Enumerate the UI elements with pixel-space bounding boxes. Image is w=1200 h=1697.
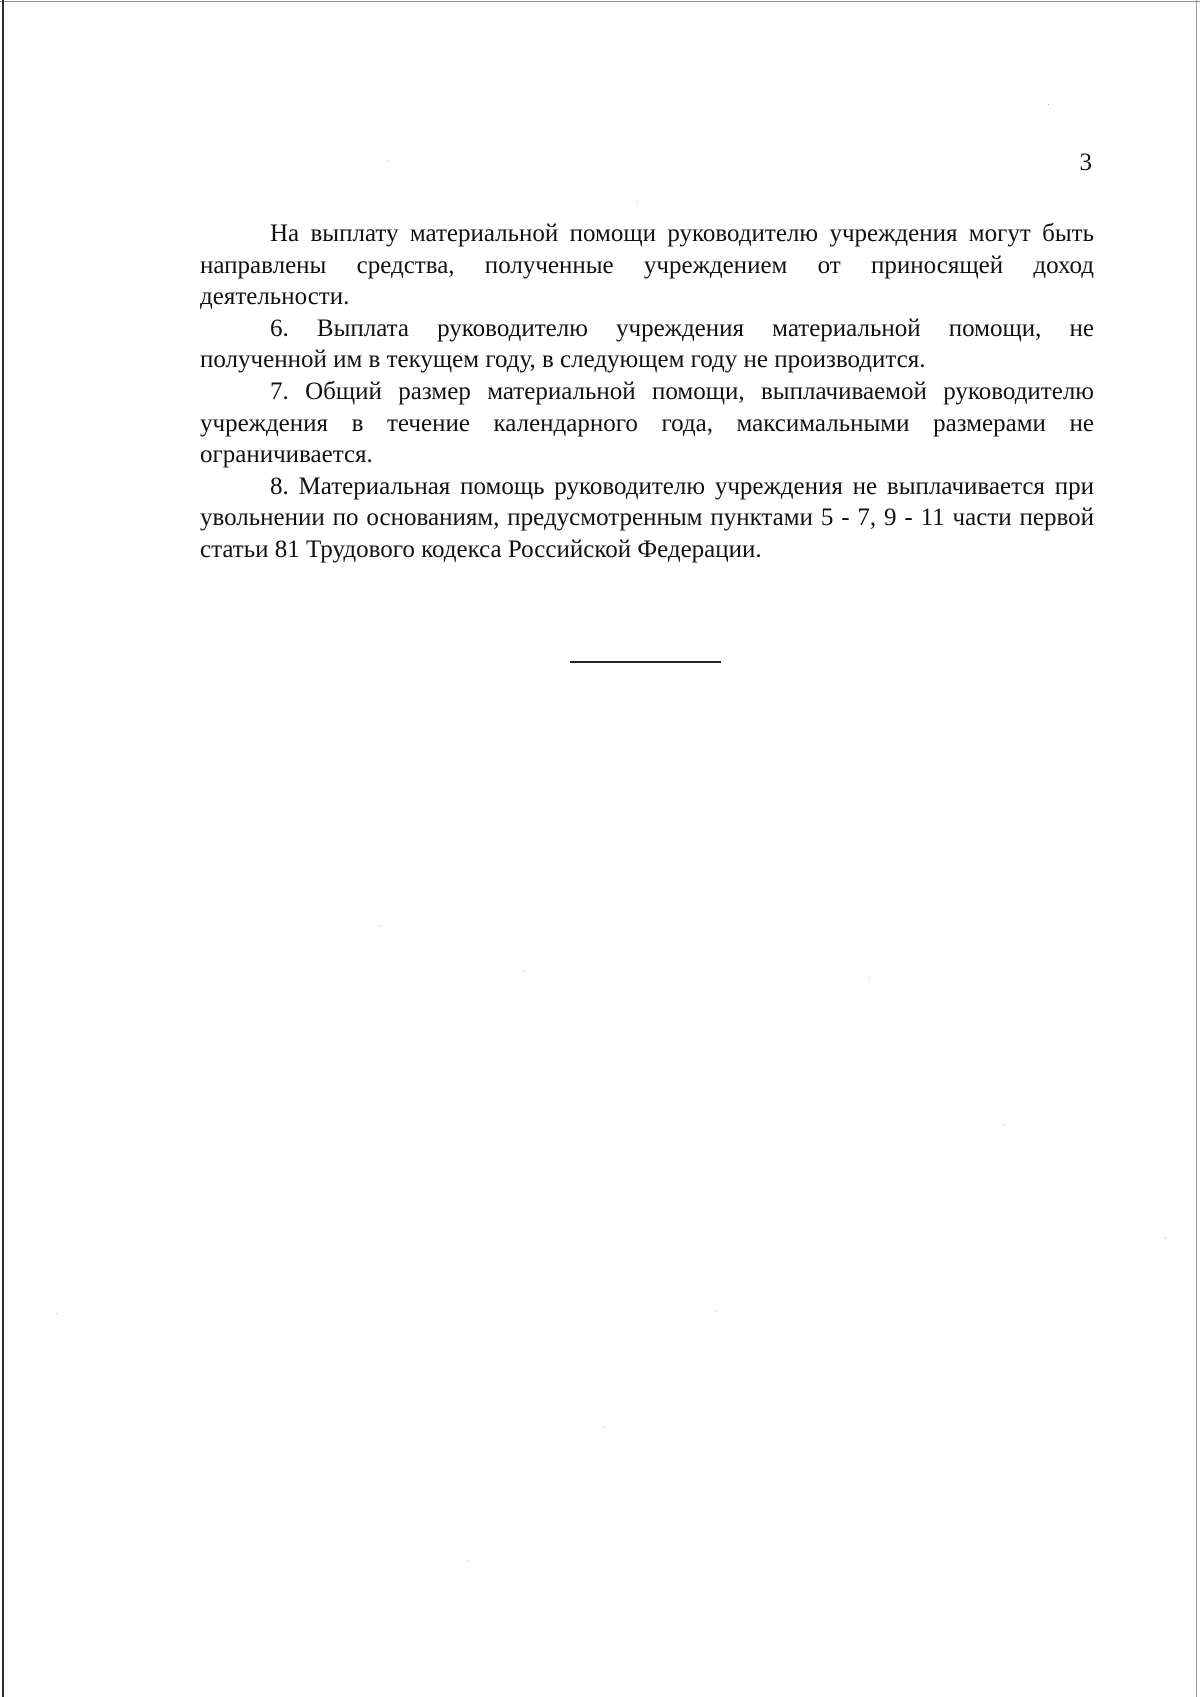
scan-speck <box>380 925 381 926</box>
scan-speck <box>467 1560 468 1561</box>
scan-speck <box>716 1311 717 1312</box>
document-body <box>200 218 1094 566</box>
scan-speck <box>1165 1237 1166 1238</box>
end-of-document-rule <box>570 661 721 663</box>
scan-edge-top <box>0 1 1200 2</box>
paragraph-item-8: 8. Материальная помощь руководителю учреждения не выплачивается при увольнении по основаниям, предусмотренным пунктами 5 - 7, 9 - 11 части первой статьи 81 Трудового кодекса Российской Федерации. <box>200 472 1094 563</box>
scan-speck <box>1048 104 1049 105</box>
scan-speck <box>637 201 638 202</box>
paragraph-funding-source: На выплату материальной помощи руководителю учреждения могут быть направлены средства, полученные учреждением от приносящей доход деятельности. <box>200 220 1094 311</box>
scan-speck <box>56 1313 57 1314</box>
paragraph-item-6: 6. Выплата руководителю учреждения материальной помощи, не полученной им в текущем году, в следующем году не производится. <box>200 314 1094 374</box>
scan-edge-right <box>1196 0 1197 1697</box>
scan-speck <box>1003 1124 1004 1125</box>
scan-speck <box>869 977 870 978</box>
page-number: 3 <box>1079 149 1092 176</box>
paragraph-item-7: 7. Общий размер материальной помощи, выплачиваемой руководителю учреждения в течение календарного года, максимальными размерами не ограничивается. <box>200 377 1094 469</box>
scan-speck <box>388 160 389 161</box>
scan-speck <box>523 971 524 972</box>
scan-speck <box>603 1427 604 1428</box>
scan-edge-left <box>2 0 4 1697</box>
